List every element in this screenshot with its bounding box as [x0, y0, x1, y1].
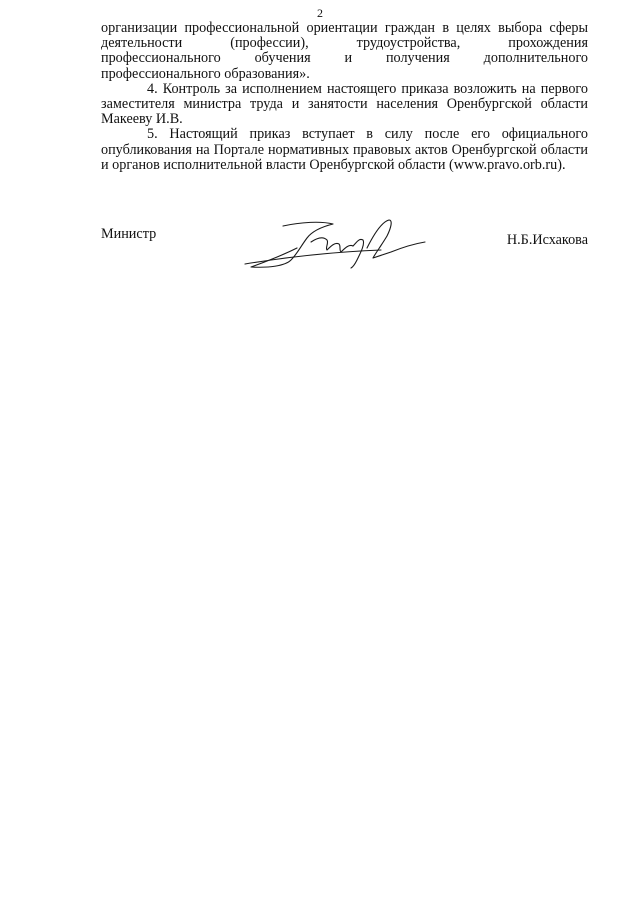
paragraph-continuation-line-1: организации профессиональной ориентации граждан в целях выбора сферы: [101, 20, 588, 36]
paragraph-continuation-line-3: профессионального обучения и получения дополнительного: [101, 50, 588, 67]
page-number: 2: [317, 6, 323, 20]
handwritten-signature-icon: [241, 212, 431, 272]
paragraph-continuation-line-2: деятельности (профессии), трудоустройства, прохождения: [101, 35, 588, 52]
signer-title: Министр: [101, 226, 157, 242]
document-body: [101, 21, 588, 173]
paragraph-continuation-line-4: профессионального образования».: [101, 65, 310, 82]
paragraph-item-4: 4. Контроль за исполнением настоящего приказа возложить на первого заместителя министра труда и занятости населения Оренбургской области Макееву И.В.: [101, 80, 588, 128]
signature-block: [101, 212, 588, 282]
paragraph-item-5: 5. Настоящий приказ вступает в силу после его официального опубликования на Портале нормативных правовых актов Оренбургской области и органов исполнительной власти Оренбургской области (www.pravo.orb.ru).: [101, 126, 588, 173]
signer-name: Н.Б.Исхакова: [506, 232, 588, 248]
